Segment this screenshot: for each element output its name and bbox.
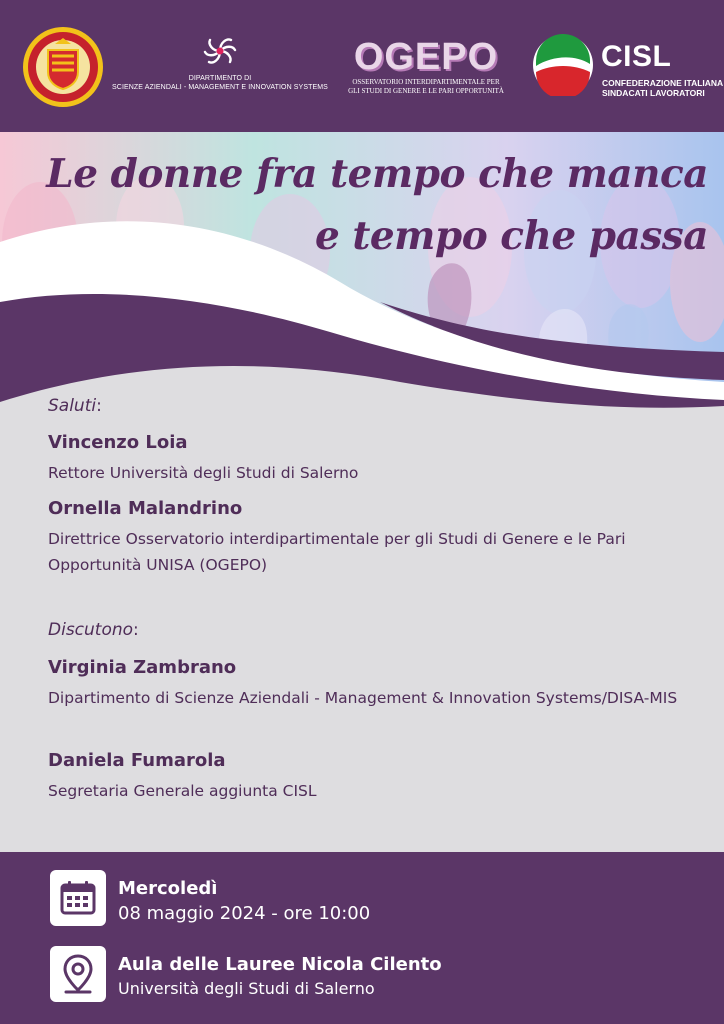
event-day: Mercoledì [118,878,218,899]
calendar-icon-box [50,870,106,926]
event-venue: Aula delle Lauree Nicola Cilento [118,954,442,975]
speaker-name-3: Virginia Zambrano [48,657,237,678]
discutono-heading [48,620,139,640]
speaker-role-1: Rettore Università degli Studi di Salerno [48,464,359,482]
map-pin-icon [50,946,106,1002]
event-title-line-2: e tempo che passa [314,213,708,259]
event-info-footer [0,852,724,1024]
event-datetime: 08 maggio 2024 - ore 10:00 [118,903,371,924]
department-logo [112,28,328,104]
ogepo-wordmark: OGEPO [353,36,499,78]
cisl-line-2: SINDACATI LAVORATORI [602,88,705,98]
cisl-wordmark: CISL [601,40,672,73]
header-bar [0,0,724,132]
ogepo-line-1: OSSERVATORIO INTERDIPARTIMENTALE PER [352,78,500,86]
speaker-role-2: Direttrice Osservatorio interdipartimentale per gli Studi di Genere e le Pari Opportunità UNISA (OGEPO) [48,530,626,574]
speaker-role-3: Dipartimento di Scienze Aziendali - Management & Innovation Systems/DISA-MIS [48,689,678,707]
saluti-label: Saluti [48,396,97,416]
university-seal-logo [22,26,104,108]
ogepo-line-2: GLI STUDI DI GENERE E LE PARI OPPORTUNITÀ [348,87,504,95]
cisl-logo-icon [532,34,594,96]
department-spiral-icon [197,28,243,74]
discutono-label: Discutono [48,620,134,640]
ogepo-logo [343,36,509,102]
cisl-subtitle [602,78,723,98]
cisl-line-1: CONFEDERAZIONE ITALIANA [602,78,724,88]
department-line-2: SCIENZE AZIENDALI - MANAGEMENT E INNOVATION SYSTEMS [112,84,328,91]
discutono-colon: : [133,620,139,640]
event-title-line-1: Le donne fra tempo che manca [46,151,708,197]
speaker-role-4: Segretaria Generale aggiunta CISL [48,782,317,800]
saluti-heading [48,396,102,416]
speaker-name-2: Ornella Malandrino [48,498,243,519]
speaker-name-1: Vincenzo Loia [48,432,188,453]
location-icon-box [50,946,106,1002]
saluti-colon: : [96,396,102,416]
department-line-1: DIPARTIMENTO DI [188,75,252,82]
calendar-icon [50,870,106,926]
speaker-name-4: Daniela Fumarola [48,750,226,771]
event-institution: Università degli Studi di Salerno [118,979,375,998]
